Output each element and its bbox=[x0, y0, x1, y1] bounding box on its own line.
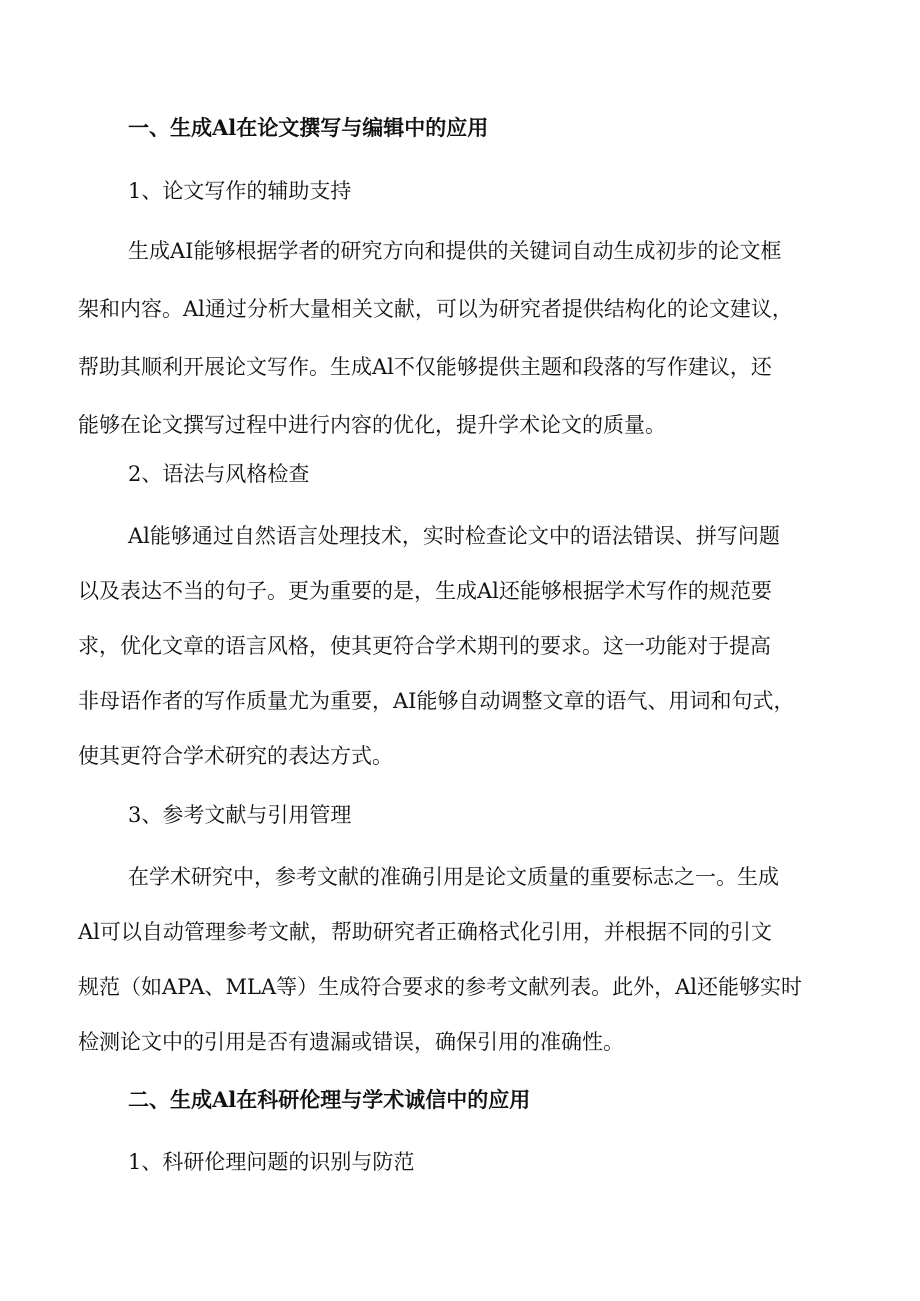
section-heading: 二、生成Al在科研伦理与学术诚信中的应用 bbox=[128, 1087, 531, 1112]
paragraph-line: 能够在论文撰写过程中进行内容的优化，提升学术论文的质量。 bbox=[78, 413, 666, 437]
paragraph-line: 以及表达不当的句子。更为重要的是，生成Al还能够根据学术写作的规范要 bbox=[78, 579, 772, 603]
paragraph-line: 求，优化文章的语言风格，使其更符合学术期刊的要求。这一功能对于提高 bbox=[78, 634, 771, 658]
paragraph-line: 在学术研究中，参考文献的准确引用是论文质量的重要标志之一。生成 bbox=[128, 865, 779, 889]
subsection-heading: 1、科研伦理问题的识别与防范 bbox=[128, 1150, 415, 1174]
paragraph-line: 使其更符合学术研究的表达方式。 bbox=[78, 744, 393, 768]
paragraph-line: 帮助其顺利开展论文写作。生成Al不仅能够提供主题和段落的写作建议，还 bbox=[78, 355, 772, 379]
paragraph-line: 生成AI能够根据学者的研究方向和提供的关键词自动生成初步的论文框 bbox=[128, 239, 782, 263]
paragraph-line: 规范（如APA、MLA等）生成符合要求的参考文献列表。此外，Al还能够实时 bbox=[78, 975, 803, 999]
subsection-heading: 3、参考文献与引用管理 bbox=[128, 803, 352, 827]
paragraph-line: 检测论文中的引用是否有遗漏或错误，确保引用的准确性。 bbox=[78, 1030, 624, 1054]
paragraph-line: 架和内容。Al通过分析大量相关文献，可以为研究者提供结构化的论文建议， bbox=[78, 297, 793, 321]
paragraph-line: 非母语作者的写作质量尤为重要，AI能够自动调整文章的语气、用词和句式， bbox=[78, 689, 795, 713]
subsection-heading: 2、语法与风格检查 bbox=[128, 462, 310, 486]
section-heading: 一、生成Al在论文撰写与编辑中的应用 bbox=[128, 115, 489, 140]
paragraph-line: Al可以自动管理参考文献，帮助研究者正确格式化引用，并根据不同的引文 bbox=[78, 920, 772, 944]
paragraph-line: Al能够通过自然语言处理技术，实时检查论文中的语法错误、拼写问题 bbox=[128, 524, 780, 548]
subsection-heading: 1、论文写作的辅助支持 bbox=[128, 179, 352, 203]
